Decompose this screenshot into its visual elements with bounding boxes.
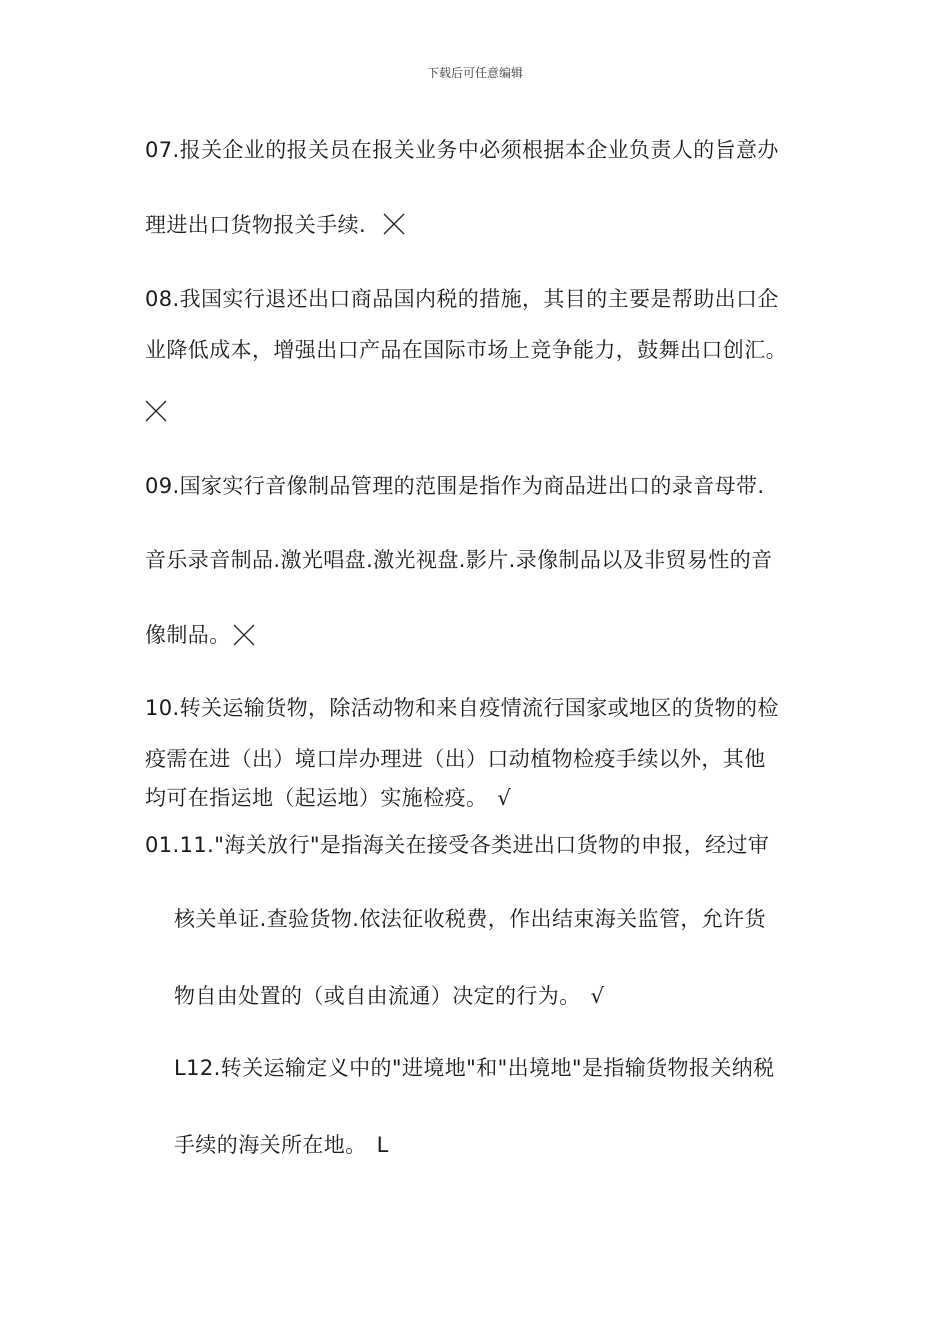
q08-line-1: 08.我国实行退还出口商品国内税的措施，其目的主要是帮助出口企	[145, 287, 779, 311]
q10-line-2: 疫需在进（出）境口岸办理进（出）口动植物检疫手续以外，其他	[145, 747, 766, 771]
q08-line-2: 业降低成本，增强出口产品在国际市场上竞争能力，鼓舞出口创汇。	[145, 338, 787, 362]
q11-line-3-text: 物自由处置的（或自由流通）决定的行为。	[174, 984, 581, 1008]
q12-line-2	[174, 1131, 389, 1159]
q11-line-1: 01.11."海关放行"是指海关在接受各类进出口货物的申报，经过审	[145, 833, 770, 857]
q11-line-2: 核关单证.查验货物.依法征收税费，作出结束海关监管，允许货	[174, 907, 766, 931]
cross-mark-icon	[145, 400, 167, 422]
q10-line-1: 10.转关运输货物，除活动物和来自疫情流行国家或地区的货物的检	[145, 696, 779, 720]
answer-mark: L	[376, 1133, 389, 1157]
q07-line-2: 理进出口货物报关手续.	[145, 213, 367, 237]
cross-mark-icon	[383, 213, 405, 235]
q10-line-3-text: 均可在指运地（起运地）实施检疫。	[145, 786, 488, 810]
cross-mark-icon	[233, 624, 255, 646]
check-mark: √	[497, 786, 512, 810]
q12-line-1: L12.转关运输定义中的"进境地"和"出境地"是指输货物报关纳税	[174, 1056, 775, 1080]
check-mark: √	[590, 984, 605, 1008]
q10-line-3	[145, 784, 511, 812]
q09-line-1: 09.国家实行音像制品管理的范围是指作为商品进出口的录音母带.	[145, 474, 765, 498]
q09-line-2: 音乐录音制品.激光唱盘.激光视盘.影片.录像制品以及非贸易性的音	[145, 548, 773, 572]
page-header: 下载后可任意编辑	[426, 66, 523, 80]
q11-line-3	[174, 982, 604, 1010]
q07-line-1: 07.报关企业的报关员在报关业务中必须根据本企业负责人的旨意办	[145, 138, 779, 162]
q09-line-3: 像制品。	[145, 623, 231, 647]
q12-line-2-text: 手续的海关所在地。	[174, 1133, 367, 1157]
